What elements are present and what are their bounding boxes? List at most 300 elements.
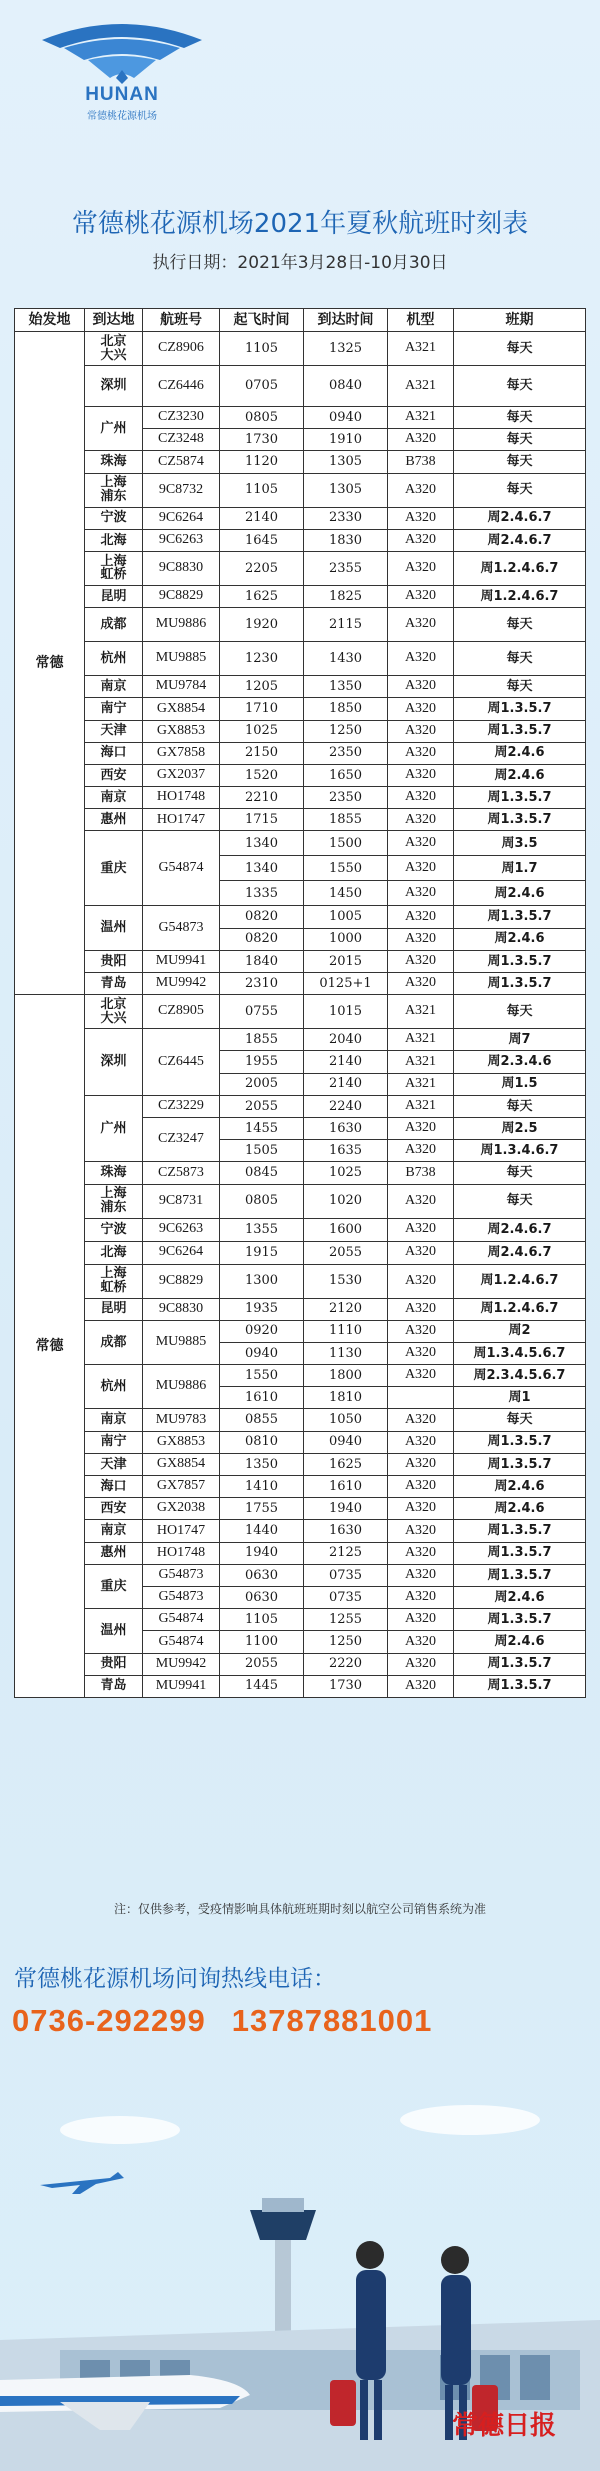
flight-number: HO1747 <box>143 809 220 831</box>
arrival-time: 1350 <box>304 676 388 698</box>
hotline-numbers <box>12 2003 458 2039</box>
destination-city: 南京 <box>85 676 143 698</box>
schedule-days: 周1.3.4.6.7 <box>454 1140 586 1162</box>
table-row <box>15 1564 586 1586</box>
schedule-days: 周1.3.5.7 <box>454 720 586 742</box>
flight-number: G54873 <box>143 1564 220 1586</box>
table-row <box>15 1218 586 1241</box>
destination-city: 宁波 <box>85 507 143 529</box>
schedule-days: 周1.3.5.7 <box>454 1675 586 1697</box>
destination-city: 成都 <box>85 1320 143 1364</box>
destination-city: 青岛 <box>85 1675 143 1697</box>
table-row <box>15 742 586 764</box>
table-row <box>15 950 586 972</box>
disclaimer-note: 注：仅供参考，受疫情影响具体航班班期时刻以航空公司销售系统为准 <box>113 1902 486 1916</box>
flight-number: CZ3229 <box>143 1095 220 1117</box>
destination-city: 广州 <box>85 407 143 451</box>
departure-time: 1105 <box>220 332 304 366</box>
table-row <box>15 407 586 429</box>
destination-city: 北海 <box>85 1241 143 1264</box>
table-row <box>15 1365 586 1387</box>
logo-text: HUNAN <box>85 84 159 105</box>
departure-time: 2055 <box>220 1095 304 1117</box>
departure-time: 1715 <box>220 809 304 831</box>
departure-time: 0920 <box>220 1320 304 1342</box>
aircraft-type <box>388 1387 454 1409</box>
aircraft-type: A320 <box>388 507 454 529</box>
departure-time: 1445 <box>220 1675 304 1697</box>
schedule-days: 周1.3.5.7 <box>454 1431 586 1453</box>
arrivals-body <box>15 995 586 1698</box>
arrival-time: 2015 <box>304 950 388 972</box>
schedule-days: 每天 <box>454 1162 586 1184</box>
schedule-days: 每天 <box>454 332 586 366</box>
flight-number: MU9885 <box>143 642 220 676</box>
col-origin: 始发地 <box>15 309 85 332</box>
schedule-days: 周3.5 <box>454 831 586 856</box>
departure-time: 1920 <box>220 608 304 642</box>
flight-number: HO1747 <box>143 1520 220 1542</box>
table-row <box>15 451 586 473</box>
aircraft-type: A321 <box>388 1029 454 1051</box>
destination-city: 惠州 <box>85 1542 143 1564</box>
departure-time: 1505 <box>220 1140 304 1162</box>
table-row <box>15 366 586 407</box>
schedule-days: 每天 <box>454 995 586 1029</box>
flight-number: 9C8731 <box>143 1184 220 1218</box>
arrival-time: 1000 <box>304 928 388 950</box>
destination-city: 惠州 <box>85 809 143 831</box>
col-arrival-time: 到达时间 <box>304 309 388 332</box>
aircraft-type: A321 <box>388 407 454 429</box>
aircraft-type: A320 <box>388 1631 454 1653</box>
flight-number: HO1748 <box>143 787 220 809</box>
hotline-label: 常德桃花源机场问询热线电话： <box>14 1966 336 1992</box>
departure-time: 1340 <box>220 831 304 856</box>
arrival-time: 2330 <box>304 507 388 529</box>
aircraft-type: A321 <box>388 1051 454 1073</box>
table-row <box>15 698 586 720</box>
arrival-time: 1800 <box>304 1365 388 1387</box>
arrival-time: 1730 <box>304 1675 388 1697</box>
departure-time: 2005 <box>220 1073 304 1095</box>
arrival-time: 1255 <box>304 1609 388 1631</box>
aircraft-type: A320 <box>388 1476 454 1498</box>
departure-time: 1440 <box>220 1520 304 1542</box>
arrival-time: 1325 <box>304 332 388 366</box>
destination-city: 珠海 <box>85 1162 143 1184</box>
arrival-time: 2355 <box>304 551 388 585</box>
flight-number: GX7858 <box>143 742 220 764</box>
flight-number: 9C8830 <box>143 1298 220 1320</box>
aircraft-type: A320 <box>388 698 454 720</box>
flight-number: 9C8732 <box>143 473 220 507</box>
departure-time: 0820 <box>220 928 304 950</box>
arrival-time: 1530 <box>304 1264 388 1298</box>
aircraft-type: A320 <box>388 676 454 698</box>
table-row <box>15 529 586 551</box>
aircraft-type: A320 <box>388 1675 454 1697</box>
schedule-days: 周2.4.6.7 <box>454 1218 586 1241</box>
arrival-time: 2055 <box>304 1241 388 1264</box>
schedule-days: 周2.4.6 <box>454 742 586 764</box>
schedule-days: 周2.4.6.7 <box>454 529 586 551</box>
departure-time: 0810 <box>220 1431 304 1453</box>
departure-time: 1955 <box>220 1051 304 1073</box>
departure-time: 1100 <box>220 1631 304 1653</box>
schedule-days: 周1.3.5.7 <box>454 1542 586 1564</box>
flight-number: MU9941 <box>143 1675 220 1697</box>
aircraft-type: A320 <box>388 906 454 928</box>
schedule-days: 每天 <box>454 473 586 507</box>
destination-city: 北海 <box>85 529 143 551</box>
aircraft-type: A320 <box>388 1520 454 1542</box>
arrival-time: 0840 <box>304 366 388 407</box>
aircraft-type: A320 <box>388 1298 454 1320</box>
aircraft-type: A321 <box>388 332 454 366</box>
flight-number: CZ5874 <box>143 451 220 473</box>
aircraft-type: A320 <box>388 720 454 742</box>
destination-city: 贵阳 <box>85 1653 143 1675</box>
arrival-time: 1025 <box>304 1162 388 1184</box>
airport-logo-icon <box>34 18 210 88</box>
arrival-time: 1850 <box>304 698 388 720</box>
schedule-days: 周2.4.6.7 <box>454 1241 586 1264</box>
aircraft-type: A320 <box>388 551 454 585</box>
flight-number: GX2037 <box>143 764 220 786</box>
flight-number: CZ3247 <box>143 1117 220 1161</box>
aircraft-type: A320 <box>388 1609 454 1631</box>
aircraft-type: A321 <box>388 366 454 407</box>
departure-time: 0630 <box>220 1564 304 1586</box>
schedule-days: 每天 <box>454 451 586 473</box>
arrival-time: 1625 <box>304 1453 388 1475</box>
aircraft-type: A320 <box>388 950 454 972</box>
table-row <box>15 1162 586 1184</box>
table-row <box>15 676 586 698</box>
destination-city: 南京 <box>85 787 143 809</box>
arrival-time: 1610 <box>304 1476 388 1498</box>
arrival-time: 1500 <box>304 831 388 856</box>
flight-number: G54874 <box>143 1609 220 1631</box>
arrival-time: 1635 <box>304 1140 388 1162</box>
schedule-days: 周1.3.5.7 <box>454 698 586 720</box>
arrival-time: 1250 <box>304 720 388 742</box>
destination-city: 青岛 <box>85 973 143 995</box>
table-row <box>15 1542 586 1564</box>
departure-time: 2055 <box>220 1653 304 1675</box>
aircraft-type: A320 <box>388 608 454 642</box>
table-row <box>15 1241 586 1264</box>
schedule-days: 周1.2.4.6.7 <box>454 585 586 607</box>
destination-city: 海口 <box>85 1476 143 1498</box>
destination-city: 成都 <box>85 608 143 642</box>
departure-time: 1105 <box>220 1609 304 1631</box>
flight-number: GX7857 <box>143 1476 220 1498</box>
arrival-time: 1305 <box>304 473 388 507</box>
flight-number: G54873 <box>143 1586 220 1608</box>
flight-number: 9C8829 <box>143 1264 220 1298</box>
aircraft-type: A320 <box>388 429 454 451</box>
aircraft-type: A320 <box>388 585 454 607</box>
departure-time: 1940 <box>220 1542 304 1564</box>
arrival-time: 1130 <box>304 1342 388 1364</box>
departure-time: 0940 <box>220 1342 304 1364</box>
arrival-time: 2220 <box>304 1653 388 1675</box>
destination-city: 上海 浦东 <box>85 1184 143 1218</box>
aircraft-type: A321 <box>388 995 454 1029</box>
origin-city: 常德 <box>15 332 85 995</box>
aircraft-type: A320 <box>388 742 454 764</box>
destination-city: 北京 大兴 <box>85 332 143 366</box>
schedule-days: 周1.3.5.7 <box>454 906 586 928</box>
table-row <box>15 473 586 507</box>
flight-number: CZ3230 <box>143 407 220 429</box>
arrival-time: 2240 <box>304 1095 388 1117</box>
destination-city: 南京 <box>85 1520 143 1542</box>
page-title: 常德桃花源机场2021年夏秋航班时刻表 <box>71 209 529 239</box>
arrival-time: 1020 <box>304 1184 388 1218</box>
arrival-time: 1250 <box>304 1631 388 1653</box>
aircraft-type: A320 <box>388 529 454 551</box>
destination-city: 上海 浦东 <box>85 473 143 507</box>
schedule-days: 周1.5 <box>454 1073 586 1095</box>
aircraft-type: A320 <box>388 928 454 950</box>
col-flight-no: 航班号 <box>143 309 220 332</box>
schedule-days: 周1.3.5.7 <box>454 1453 586 1475</box>
departure-time: 1455 <box>220 1117 304 1139</box>
destination-city: 深圳 <box>85 1029 143 1096</box>
origin-city: 常德 <box>15 995 85 1698</box>
table-row <box>15 551 586 585</box>
flight-number: CZ8906 <box>143 332 220 366</box>
table-row <box>15 1675 586 1697</box>
departure-time: 1855 <box>220 1029 304 1051</box>
arrival-time: 1630 <box>304 1520 388 1542</box>
col-departure-time: 起飞时间 <box>220 309 304 332</box>
phone-number-1[interactable]: 0736-292299 <box>12 2003 206 2038</box>
table-row <box>15 1095 586 1117</box>
effective-dates: 执行日期：2021年3月28日-10月30日 <box>152 253 448 273</box>
aircraft-type: A320 <box>388 1409 454 1431</box>
flight-number: MU9886 <box>143 608 220 642</box>
destination-city: 杭州 <box>85 642 143 676</box>
departure-time: 1025 <box>220 720 304 742</box>
arrival-time: 1305 <box>304 451 388 473</box>
table-row <box>15 507 586 529</box>
destination-city: 上海 虹桥 <box>85 1264 143 1298</box>
flight-number: GX8853 <box>143 720 220 742</box>
schedule-days: 周7 <box>454 1029 586 1051</box>
aircraft-type: A320 <box>388 473 454 507</box>
departure-time: 0845 <box>220 1162 304 1184</box>
table-row <box>15 1520 586 1542</box>
arrival-time: 1015 <box>304 995 388 1029</box>
arrival-time: 1430 <box>304 642 388 676</box>
flight-schedule-table <box>14 308 586 1698</box>
col-schedule: 班期 <box>454 309 586 332</box>
arrival-time: 1005 <box>304 906 388 928</box>
destination-city: 天津 <box>85 720 143 742</box>
arrival-time: 1830 <box>304 529 388 551</box>
arrival-time: 1450 <box>304 881 388 906</box>
destination-city: 昆明 <box>85 585 143 607</box>
flight-number: CZ6445 <box>143 1029 220 1096</box>
schedule-days: 周1.7 <box>454 856 586 881</box>
table-row <box>15 608 586 642</box>
flight-number: CZ3248 <box>143 429 220 451</box>
arrival-time: 1550 <box>304 856 388 881</box>
schedule-days: 周1.3.5.7 <box>454 1564 586 1586</box>
destination-city: 杭州 <box>85 1365 143 1409</box>
aircraft-type: A320 <box>388 1342 454 1364</box>
destination-city: 珠海 <box>85 451 143 473</box>
arrival-time: 1650 <box>304 764 388 786</box>
aircraft-type: A321 <box>388 1095 454 1117</box>
flight-number: MU9783 <box>143 1409 220 1431</box>
departure-time: 1205 <box>220 676 304 698</box>
destination-city: 天津 <box>85 1453 143 1475</box>
schedule-days: 每天 <box>454 366 586 407</box>
aircraft-type: A320 <box>388 1241 454 1264</box>
schedule-days: 每天 <box>454 429 586 451</box>
destination-city: 北京 大兴 <box>85 995 143 1029</box>
schedule-days: 每天 <box>454 1184 586 1218</box>
flight-number: G54874 <box>143 1631 220 1653</box>
flight-number: GX8854 <box>143 1453 220 1475</box>
aircraft-type: A320 <box>388 1218 454 1241</box>
departure-time: 2205 <box>220 551 304 585</box>
arrival-time: 2125 <box>304 1542 388 1564</box>
schedule-days: 周2.3.4.5.6.7 <box>454 1365 586 1387</box>
departure-time: 0705 <box>220 366 304 407</box>
arrival-time: 0735 <box>304 1564 388 1586</box>
departure-time: 0805 <box>220 1184 304 1218</box>
flight-number: G54873 <box>143 906 220 950</box>
flight-number: 9C6264 <box>143 1241 220 1264</box>
table-row <box>15 720 586 742</box>
aircraft-type: A320 <box>388 881 454 906</box>
departure-time: 1350 <box>220 1453 304 1475</box>
destination-city: 南宁 <box>85 1431 143 1453</box>
schedule-days: 周2.4.6 <box>454 881 586 906</box>
schedule-days: 周1.3.5.7 <box>454 950 586 972</box>
aircraft-type: A321 <box>388 1073 454 1095</box>
aircraft-type: A320 <box>388 1140 454 1162</box>
table-row <box>15 973 586 995</box>
arrival-time: 2140 <box>304 1051 388 1073</box>
departure-time: 0755 <box>220 995 304 1029</box>
destination-city: 温州 <box>85 906 143 950</box>
arrival-time: 1855 <box>304 809 388 831</box>
aircraft-type: A320 <box>388 1498 454 1520</box>
aircraft-type: A320 <box>388 787 454 809</box>
aircraft-type: A320 <box>388 856 454 881</box>
arrival-time: 0940 <box>304 407 388 429</box>
departure-time: 1935 <box>220 1298 304 1320</box>
schedule-days: 周1.3.5.7 <box>454 787 586 809</box>
schedule-days: 每天 <box>454 676 586 698</box>
flight-number: GX2038 <box>143 1498 220 1520</box>
aircraft-type: A320 <box>388 1431 454 1453</box>
flight-number: MU9941 <box>143 950 220 972</box>
aircraft-type: A320 <box>388 1542 454 1564</box>
schedule-days: 每天 <box>454 1409 586 1431</box>
schedule-days: 周1.3.5.7 <box>454 809 586 831</box>
aircraft-type: A320 <box>388 973 454 995</box>
flight-number: 9C6264 <box>143 507 220 529</box>
table-row <box>15 1184 586 1218</box>
aircraft-type: A320 <box>388 831 454 856</box>
departure-time: 1120 <box>220 451 304 473</box>
departures-body <box>15 332 586 995</box>
aircraft-type: A320 <box>388 1453 454 1475</box>
schedule-days: 周2 <box>454 1320 586 1342</box>
destination-city: 宁波 <box>85 1218 143 1241</box>
departure-time: 0630 <box>220 1586 304 1608</box>
departure-time: 1610 <box>220 1387 304 1409</box>
table-row <box>15 1029 586 1051</box>
flight-number: MU9942 <box>143 1653 220 1675</box>
departure-time: 1335 <box>220 881 304 906</box>
flight-number: MU9886 <box>143 1365 220 1409</box>
table-row <box>15 1653 586 1675</box>
flight-number: MU9885 <box>143 1320 220 1364</box>
table-row <box>15 1431 586 1453</box>
flight-number: MU9784 <box>143 676 220 698</box>
flight-number: GX8853 <box>143 1431 220 1453</box>
aircraft-type: A320 <box>388 1117 454 1139</box>
arrival-time: 1810 <box>304 1387 388 1409</box>
arrival-time: 1910 <box>304 429 388 451</box>
destination-city: 深圳 <box>85 366 143 407</box>
flight-number: CZ6446 <box>143 366 220 407</box>
departure-time: 1625 <box>220 585 304 607</box>
departure-time: 1355 <box>220 1218 304 1241</box>
aircraft-type: A320 <box>388 1264 454 1298</box>
table-row <box>15 995 586 1029</box>
schedule-days: 周1.2.4.6.7 <box>454 1264 586 1298</box>
schedule-days: 每天 <box>454 1095 586 1117</box>
destination-city: 上海 虹桥 <box>85 551 143 585</box>
schedule-days: 周2.5 <box>454 1117 586 1139</box>
aircraft-type: A320 <box>388 1184 454 1218</box>
schedule-days: 每天 <box>454 407 586 429</box>
table-row <box>15 332 586 366</box>
schedule-days: 周2.4.6 <box>454 1498 586 1520</box>
destination-city: 贵阳 <box>85 950 143 972</box>
schedule-days: 周1.3.5.7 <box>454 1520 586 1542</box>
arrival-time: 0125+1 <box>304 973 388 995</box>
aircraft-type: A320 <box>388 1653 454 1675</box>
schedule-days: 周1.2.4.6.7 <box>454 1298 586 1320</box>
departure-time: 2150 <box>220 742 304 764</box>
table-row <box>15 1409 586 1431</box>
arrival-time: 0940 <box>304 1431 388 1453</box>
schedule-days: 周1.3.5.7 <box>454 1609 586 1631</box>
aircraft-type: A320 <box>388 1365 454 1387</box>
flight-number: 9C6263 <box>143 529 220 551</box>
destination-city: 温州 <box>85 1609 143 1653</box>
departure-time: 1520 <box>220 764 304 786</box>
departure-time: 2310 <box>220 973 304 995</box>
arrival-time: 2120 <box>304 1298 388 1320</box>
phone-number-2[interactable]: 13787881001 <box>231 2003 433 2038</box>
departure-time: 2210 <box>220 787 304 809</box>
flight-number: GX8854 <box>143 698 220 720</box>
aircraft-type: A320 <box>388 1586 454 1608</box>
aircraft-type: A320 <box>388 1564 454 1586</box>
